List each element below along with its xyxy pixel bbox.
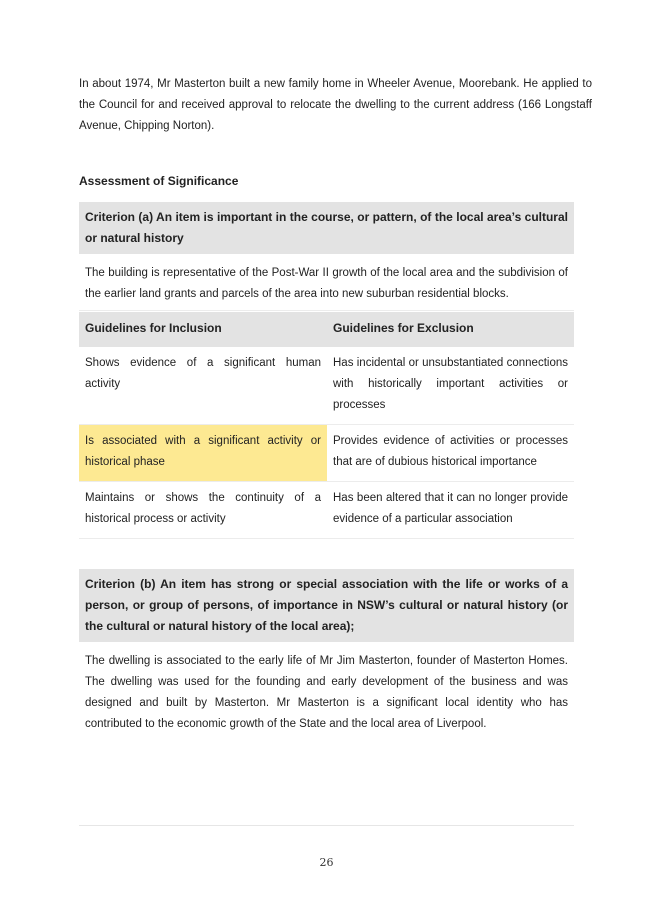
exclusion-cell: Provides evidence of activities or processes that are of dubious historical importance [327,425,574,482]
table-row [79,482,574,539]
criterion-a-body: The building is representative of the Post-War II growth of the local area and the subdivision of the earlier land grants and parcels of the area into new suburban residential blocks. [79,258,574,311]
inclusion-cell-highlighted: Is associated with a significant activity or historical phase [79,425,327,482]
criterion-a-heading: Criterion (a) An item is important in the course, or pattern, of the local area’s cultural or natural history [79,202,574,254]
table-row [79,425,574,482]
inclusion-cell: Shows evidence of a significant human activity [79,347,327,425]
guidelines-header-row [79,312,574,347]
page-number: 26 [319,856,334,869]
footer-divider [79,825,574,826]
criterion-b-body: The dwelling is associated to the early life of Mr Jim Masterton, founder of Masterton Homes. The dwelling was used for the founding and early development of the business and was designed and built by Masterton. Mr Masterton is a significant local identity who has contributed to the economic growth of the State and the local area of Liverpool. [85,655,568,730]
guidelines-table [79,312,574,539]
section-heading: Assessment of Significance [79,174,239,188]
criterion-b-heading: Criterion (b) An item has strong or special association with the life or works of a person, or group of persons, of importance in NSW’s cultural or natural history (or the cultural or natural history of the local area); [79,569,574,642]
intro-paragraph: In about 1974, Mr Masterton built a new family home in Wheeler Avenue, Moorebank. He applied to the Council for and received approval to relocate the dwelling to the current address (166 Longstaff Avenue, Chipping Norton). [79,78,592,132]
exclusion-header: Guidelines for Exclusion [327,312,574,347]
exclusion-cell: Has incidental or unsubstantiated connections with historically important activities or processes [327,347,574,425]
exclusion-cell: Has been altered that it can no longer provide evidence of a particular association [327,482,574,539]
table-row [79,347,574,425]
inclusion-header: Guidelines for Inclusion [79,312,327,347]
inclusion-cell: Maintains or shows the continuity of a historical process or activity [79,482,327,539]
